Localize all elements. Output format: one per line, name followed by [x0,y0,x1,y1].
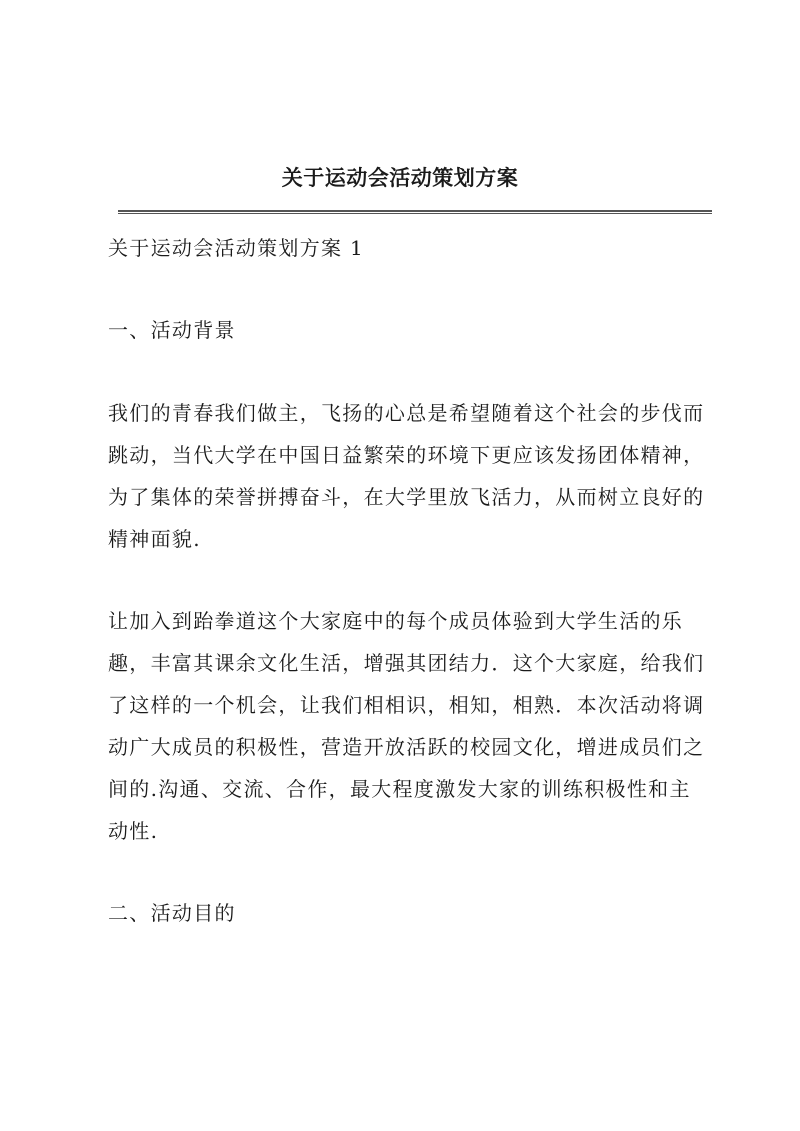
paragraph-line: 我们的青春我们做主，飞扬的心总是希望随着这个社会的步伐而 [108,401,705,425]
document-subtitle: 关于运动会活动策划方案 1 [108,236,364,260]
paragraph-line: 为了集体的荣誉拼搏奋斗，在大学里放飞活力，从而树立良好的 [108,485,705,509]
section-heading-goal: 二、活动目的 [108,901,236,925]
section-heading-background: 一、活动背景 [108,318,236,342]
paragraph-line: 动性. [108,819,159,843]
paragraph-line: 跳动，当代大学在中国日益繁荣的环境下更应该发扬团体精神， [108,443,705,467]
title-divider [118,210,712,214]
page-title: 关于运动会活动策划方案 [281,165,519,190]
paragraph-line: 趣，丰富其课余文化生活，增强其团结力．这个大家庭，给我们 [108,651,705,675]
paragraph-line: 动广大成员的积极性，营造开放活跃的校园文化，增进成员们之 [108,735,705,759]
paragraph-line: 间的.沟通、交流、合作，最大程度激发大家的训练积极性和主 [108,777,691,801]
paragraph-line: 让加入到跆拳道这个大家庭中的每个成员体验到大学生活的乐 [108,609,684,633]
paragraph-line: 了这样的一个机会，让我们相相识，相知，相熟．本次活动将调 [108,693,705,717]
paragraph-line: 精神面貌. [108,527,201,551]
